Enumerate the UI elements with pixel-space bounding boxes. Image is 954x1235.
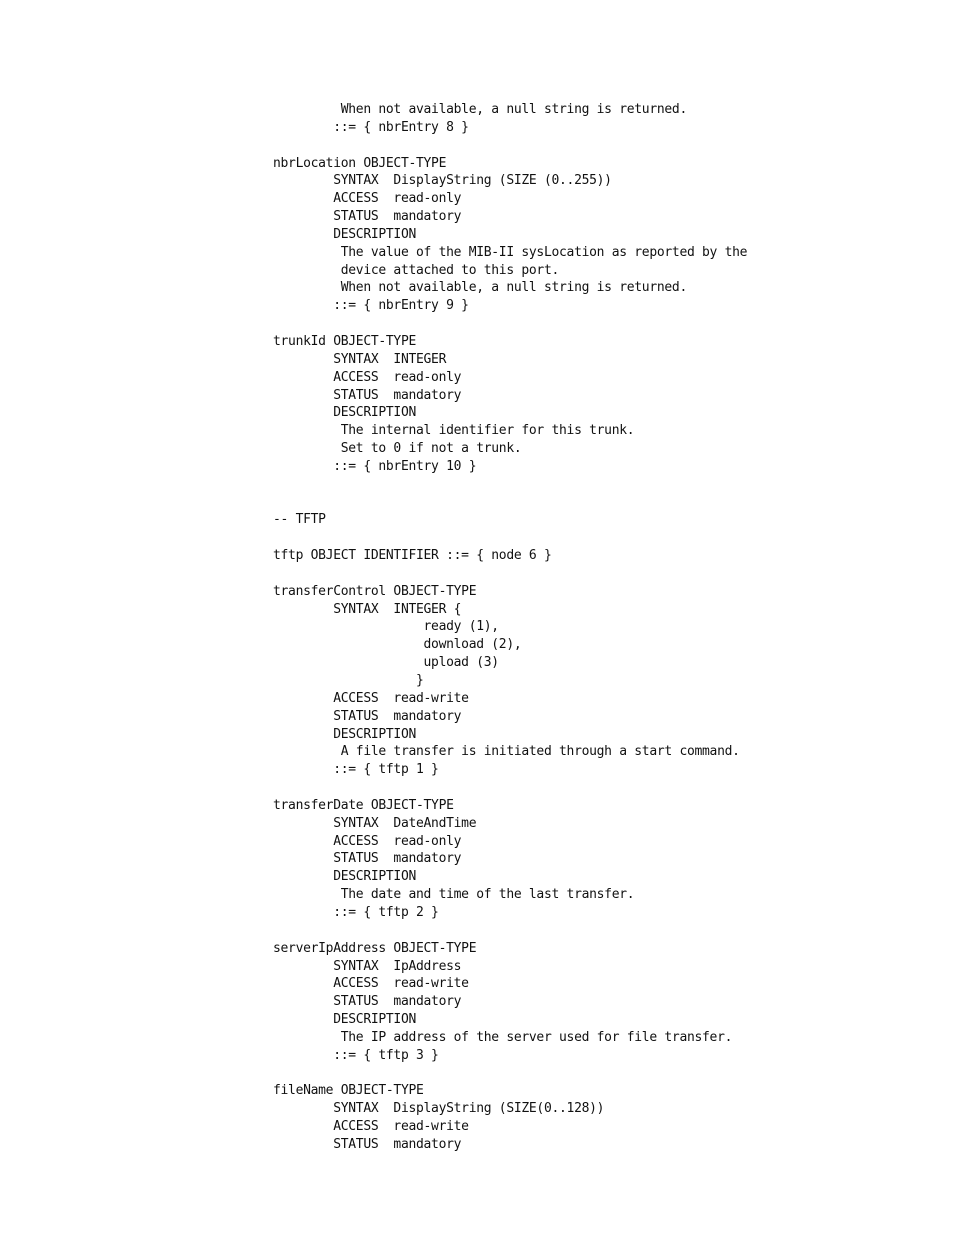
text-line: STATUS mandatory xyxy=(273,209,462,225)
text-line: ready (1), xyxy=(273,619,499,635)
text-line: ACCESS read-write xyxy=(273,976,469,992)
text-line: ::= { tftp 3 } xyxy=(273,1047,439,1063)
text-line: upload (3) xyxy=(273,655,499,671)
text-line: SYNTAX DisplayString (SIZE (0..255)) xyxy=(273,173,612,189)
text-line: The value of the MIB-II sysLocation as reported by the xyxy=(273,244,748,260)
text-line: nbrLocation OBJECT-TYPE xyxy=(273,155,447,171)
text-line: ::= { nbrEntry 10 } xyxy=(273,458,477,474)
blank-line xyxy=(273,1065,933,1083)
mib-definition-text xyxy=(273,101,933,1154)
blank-line xyxy=(273,494,933,512)
blank-line xyxy=(273,922,933,940)
text-line: ACCESS read-only xyxy=(273,191,462,207)
text-line: DESCRIPTION xyxy=(273,726,417,742)
text-line: serverIpAddress OBJECT-TYPE xyxy=(273,940,477,956)
blank-line xyxy=(273,476,933,494)
text-line: STATUS mandatory xyxy=(273,708,462,724)
text-line: Set to 0 if not a trunk. xyxy=(273,441,522,457)
text-line: ACCESS read-only xyxy=(273,369,462,385)
text-line: DESCRIPTION xyxy=(273,405,417,421)
text-line: } xyxy=(273,673,424,688)
text-line: ACCESS read-only xyxy=(273,833,462,849)
text-line: transferControl OBJECT-TYPE xyxy=(273,583,477,599)
text-line: A file transfer is initiated through a start command. xyxy=(273,744,740,760)
text-line: DESCRIPTION xyxy=(273,226,417,242)
blank-line xyxy=(273,137,933,155)
blank-line xyxy=(273,565,933,583)
blank-line xyxy=(273,529,933,547)
text-line: -- TFTP xyxy=(273,512,326,528)
text-line: ::= { nbrEntry 8 } xyxy=(273,119,469,135)
text-line: SYNTAX IpAddress xyxy=(273,958,462,974)
text-line: The internal identifier for this trunk. xyxy=(273,423,635,439)
text-line: fileName OBJECT-TYPE xyxy=(273,1083,424,1099)
text-line: ::= { tftp 2 } xyxy=(273,904,439,920)
text-line: ::= { tftp 1 } xyxy=(273,762,439,778)
text-line: STATUS mandatory xyxy=(273,994,462,1010)
text-line: ACCESS read-write xyxy=(273,690,469,706)
text-line: STATUS mandatory xyxy=(273,1136,462,1152)
text-line: When not available, a null string is returned. xyxy=(273,102,687,117)
text-line: When not available, a null string is returned. xyxy=(273,280,687,296)
text-line: device attached to this port. xyxy=(273,262,560,278)
text-line: transferDate OBJECT-TYPE xyxy=(273,797,454,813)
text-line: The date and time of the last transfer. xyxy=(273,887,635,903)
text-line: STATUS mandatory xyxy=(273,851,462,867)
text-line: SYNTAX INTEGER { xyxy=(273,601,462,617)
text-line: SYNTAX DateAndTime xyxy=(273,815,477,831)
blank-line xyxy=(273,779,933,797)
text-line: SYNTAX INTEGER xyxy=(273,351,447,367)
text-line: ::= { nbrEntry 9 } xyxy=(273,298,469,314)
text-line: tftp OBJECT IDENTIFIER ::= { node 6 } xyxy=(273,548,552,564)
text-line: download (2), xyxy=(273,637,522,653)
text-line: DESCRIPTION xyxy=(273,869,417,885)
text-line: ACCESS read-write xyxy=(273,1119,469,1135)
blank-line xyxy=(273,315,933,333)
text-line: STATUS mandatory xyxy=(273,387,462,403)
text-line: The IP address of the server used for file transfer. xyxy=(273,1029,733,1045)
text-line: SYNTAX DisplayString (SIZE(0..128)) xyxy=(273,1101,605,1117)
text-line: DESCRIPTION xyxy=(273,1012,417,1028)
text-line: trunkId OBJECT-TYPE xyxy=(273,333,417,349)
